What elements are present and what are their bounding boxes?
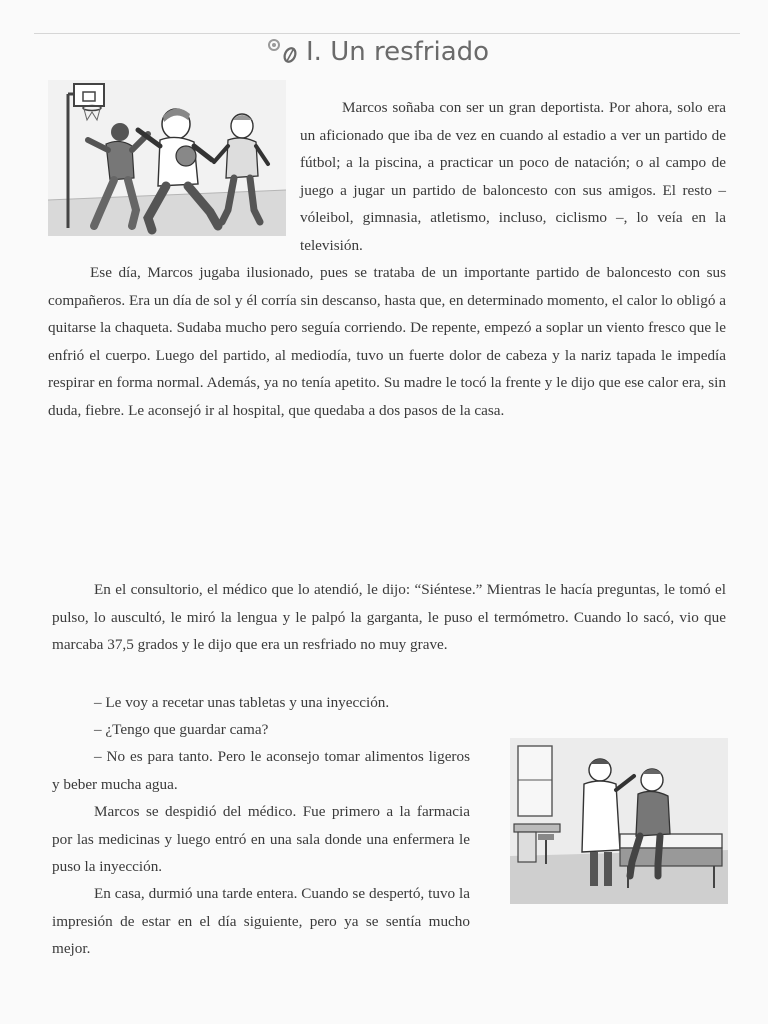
page-title <box>266 34 489 70</box>
paragraph-5: En casa, durmió una tarde entera. Cuando se despertó, tuvo la impresión de estar en el día siguiente, pero ya se sentía mucho mejor. <box>52 885 470 957</box>
dialogue-line-3: – No es para tanto. Pero le aconsejo tomar alimentos ligeros y beber mucha agua. <box>52 748 470 793</box>
dialogue-line-2: – ¿Tengo que guardar cama? <box>94 721 269 738</box>
paragraph-1: Marcos soñaba con ser un gran deportista. Por ahora, solo era un aficionado que iba de vez en cuando al estadio a ver un partido de fútbol; a la piscina, a practicar un poco de natación; o al campo de juego a jugar un partido de baloncesto con sus amigos. El resto – vóleibol, gimnasia, atletismo, incluso, ciclismo –, lo veía en la televisión. <box>300 99 726 254</box>
paragraph-2: Ese día, Marcos jugaba ilusionado, pues se trataba de un importante partido de baloncesto con sus compañeros. Era un día de sol y él corría sin descanso, hasta que, en determinado momento, el calor lo obligó a quitarse la chaqueta. Sudaba mucho pero seguía corriendo. De repente, empezó a soplar un viento fresco que le enfrió el cuerpo. Luego del partido, al mediodía, tuvo un fuerte dolor de cabeza y la nariz tapada le impedía respirar en forma normal. Además, ya no tenía apetito. Su madre le tocó la frente y le dijo que ese calor era, sin duda, fiebre. Le aconsejó ir al hospital, que quedaba a dos pasos de la casa. <box>48 264 726 419</box>
doctor-office-illustration <box>510 738 728 904</box>
dialogue-line-1: – Le voy a recetar unas tabletas y una inyección. <box>94 694 390 711</box>
title-text: I. Un resfriado <box>306 37 490 67</box>
paragraph-3: En el consultorio, el médico que lo atendió, le dijo: “Siéntese.” Mientras le hacía preguntas, le tomó el pulso, lo auscultó, le miró la lengua y le palpó la garganta, le puso el termómetro. Cuando lo sacó, vio que marcaba 37,5 grados y le dijo que era un resfriado no muy grave. <box>52 581 726 653</box>
basketball-players-illustration <box>48 80 286 236</box>
bullet-ornament-icon <box>266 36 302 66</box>
paragraph-4: Marcos se despidió del médico. Fue primero a la farmacia por las medicinas y luego entró en una sala donde una enfermera le puso la inyección. <box>52 803 470 875</box>
